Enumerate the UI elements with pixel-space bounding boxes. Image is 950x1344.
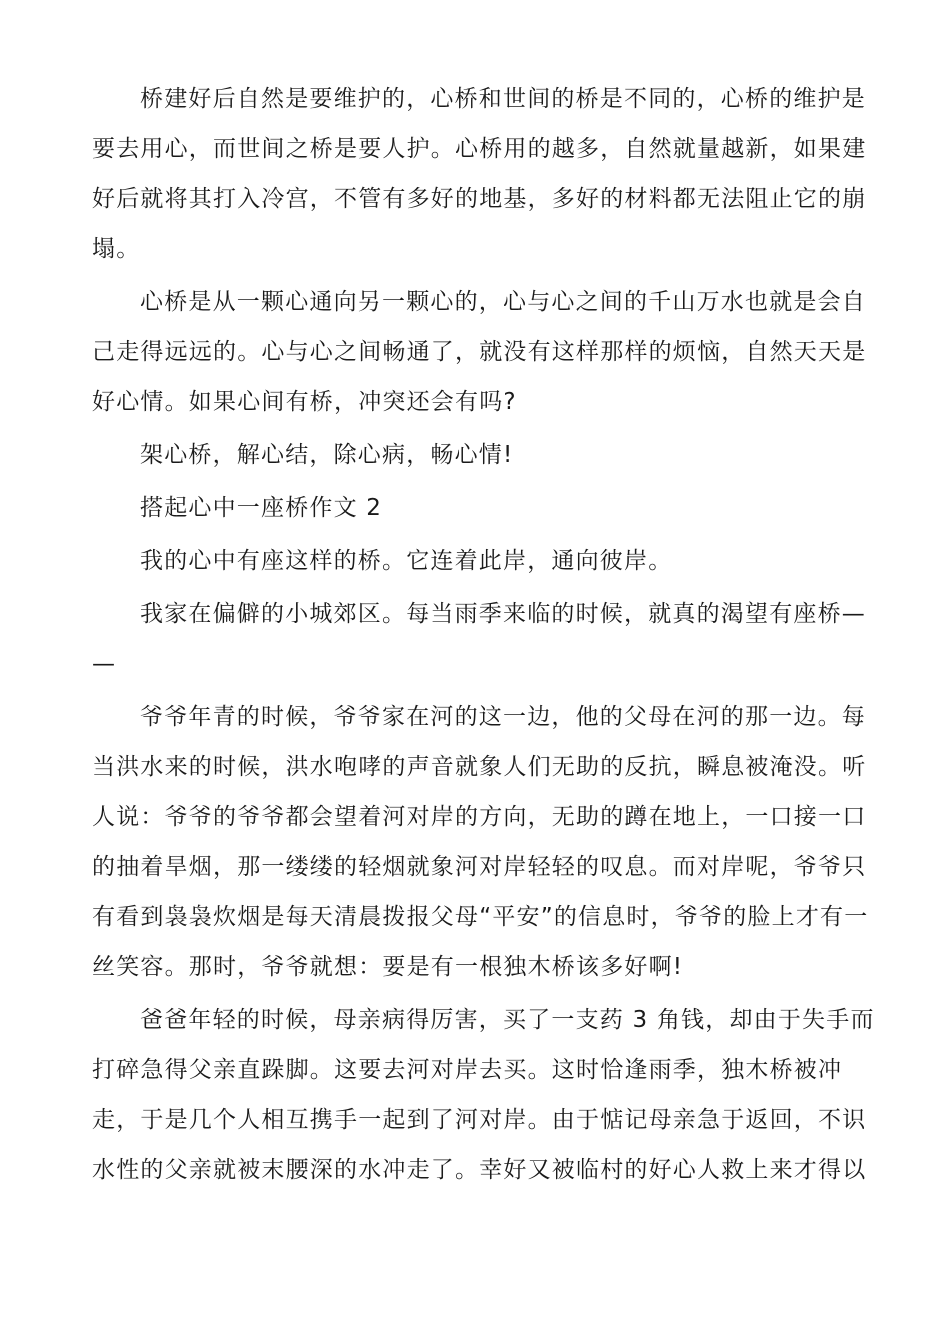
paragraph	[92, 589, 866, 689]
heading-text: 搭起心中一座桥作文 2	[140, 495, 383, 521]
text-line: —	[92, 651, 117, 677]
text-line: 己走得远远的。心与心之间畅通了，就没有这样那样的烦恼，自然天天是	[92, 339, 867, 365]
text-line: 水性的父亲就被末腰深的水冲走了。幸好又被临村的好心人救上来才得以	[92, 1157, 867, 1183]
text-line: 好心情。如果心间有桥，冲突还会有吗?	[92, 389, 517, 415]
paragraph	[92, 74, 867, 274]
text-line: 架心桥，解心结，除心病，畅心情!	[140, 442, 514, 468]
text-line: 要去用心，而世间之桥是要人护。心桥用的越多，自然就量越新，如果建	[92, 136, 867, 162]
text-line: 丝笑容。那时，爷爷就想：要是有一根独木桥该多好啊!	[92, 954, 684, 980]
text-line: 我的心中有座这样的桥。它连着此岸，通向彼岸。	[140, 548, 673, 574]
text-line: 有看到袅袅炊烟是每天清晨拨报父母“平安”的信息时，爷爷的脸上才有一	[92, 904, 869, 930]
text-line: 爷爷年青的时候，爷爷家在河的这一边，他的父母在河的那一边。每	[140, 704, 866, 730]
text-line: 好后就将其打入冷宫，不管有多好的地基，多好的材料都无法阻止它的崩	[92, 186, 867, 212]
text-line: 心桥是从一颗心通向另一颗心的，心与心之间的千山万水也就是会自	[140, 289, 866, 315]
paragraph	[92, 995, 875, 1195]
paragraph	[92, 277, 867, 427]
paragraph	[92, 692, 869, 992]
section-heading	[92, 483, 860, 533]
document-page	[92, 74, 875, 1195]
paragraph	[92, 536, 860, 586]
text-line: 爸爸年轻的时候，母亲病得厉害，买了一支药 3 角钱，却由于失手而	[140, 1007, 875, 1033]
text-line: 当洪水来的时候，洪水咆哮的声音就象人们无助的反抗，瞬息被淹没。听	[92, 754, 867, 780]
text-line: 的抽着旱烟，那一缕缕的轻烟就象河对岸轻轻的叹息。而对岸呢，爷爷只	[92, 854, 867, 880]
paragraph	[92, 430, 860, 480]
text-line: 人说：爷爷的爷爷都会望着河对岸的方向，无助的蹲在地上，一口接一口	[92, 804, 867, 830]
text-line: 塌。	[92, 236, 141, 262]
text-line: 我家在偏僻的小城郊区。每当雨季来临的时候，就真的渴望有座桥—	[140, 601, 866, 627]
text-line: 走，于是几个人相互携手一起到了河对岸。由于惦记母亲急于返回，不识	[92, 1107, 867, 1133]
text-line: 桥建好后自然是要维护的，心桥和世间的桥是不同的，心桥的维护是	[140, 86, 866, 112]
text-line: 打碎急得父亲直跺脚。这要去河对岸去买。这时恰逢雨季，独木桥被冲	[92, 1057, 843, 1083]
